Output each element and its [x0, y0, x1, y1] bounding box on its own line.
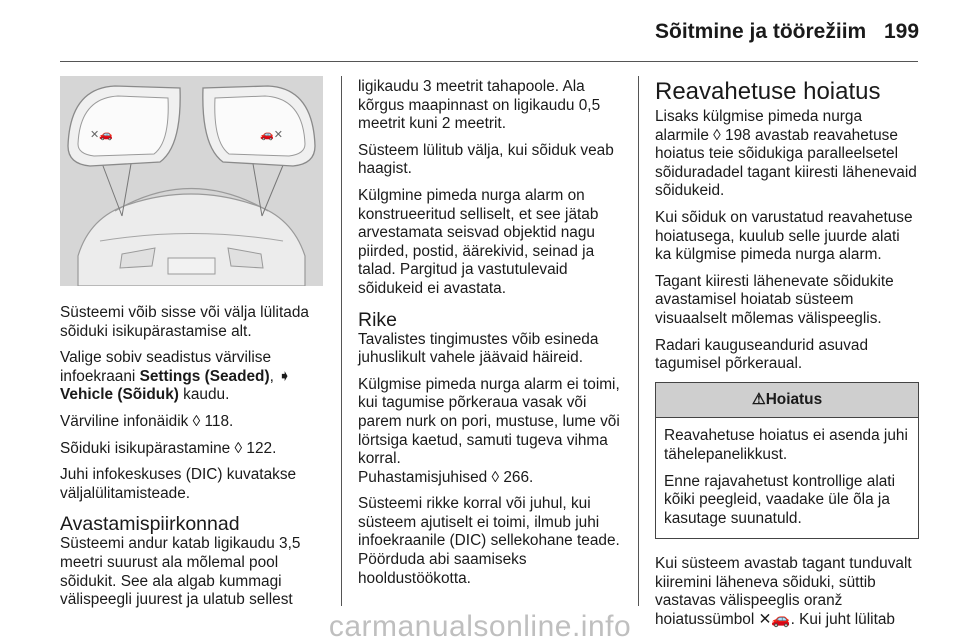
column-1 [60, 304, 330, 618]
text-span: . Kui juht lülitab [790, 611, 895, 629]
vehicle-label: Vehicle (Sõiduk) [60, 386, 179, 404]
car-mirrors-image [60, 76, 323, 286]
paragraph: Juhi infokeskuses (DIC) kuvatakse väljalülitamisteade. [60, 466, 297, 502]
cross-reference: Puhastamisjuhised ◊ 266. [358, 468, 534, 486]
paragraph: Süsteem lülitub välja, kui sõiduk veab haagist. [358, 141, 614, 178]
header-rule [60, 61, 918, 62]
arrow-icon: , ➧ [269, 367, 292, 385]
page-number: 199 [884, 20, 920, 43]
paragraph: Süsteemi võib sisse või välja lülitada sõiduki isikupärastamise alt. [60, 304, 309, 340]
text-span: Kui süsteem avastab tagant tunduvalt kiiremini läheneva sõiduki, süttib vastavas välispeeglis oranž hoiatussümbol [655, 555, 912, 629]
paragraph: Süsteemi rikke korral või juhul, kui süsteem ajutiselt ei toimi, ilmub juhi infoekraanile (DIC) sellekohane teade. Pöörduda abi saamiseks hooldustöökotta. [358, 495, 620, 587]
settings-label: Settings (Seaded) [139, 367, 270, 385]
paragraph: Kui sõiduk on varustatud reavahetuse hoiatusega, kuulub selle juurde alati ka külgmise pimeda nurga alarm. [655, 208, 913, 264]
warning-body [656, 418, 918, 538]
warning-text: Enne rajavahetust kontrollige alati kõiki peegleid, vaadake üle õla ja kasutage suunatuld. [664, 472, 896, 527]
warning-text: Reavahetuse hoiatus ei asenda juhi tähelepanelikkust. [664, 427, 908, 463]
paragraph: Külgmise pimeda nurga alarm ei toimi, kui tagumise põrkeraua vasak või parem nurk on pori, mustuse, lume või lörtsiga kaetud, samuti tugeva vihma korral. [358, 375, 620, 468]
column-divider [638, 76, 639, 606]
warning-box [655, 382, 919, 540]
paragraph: Radari kauguseandurid asuvad tagumisel põrkeraual. [655, 336, 869, 373]
heading-fault: Rike [358, 308, 398, 331]
cross-reference: Sõiduki isikupärastamine ◊ 122. [60, 439, 277, 457]
heading-detection-zones: Avastamispiirkonnad [60, 513, 240, 536]
svg-text:✕🚗: ✕🚗 [90, 128, 113, 141]
paragraph: Lisaks külgmise pimeda nurga alarmile ◊ 198 avastab reavahetuse hoiatus teie sõidukiga paralleelsetel sõiduradadel tagant kiiresti lähenevaid sõidukeid. [655, 108, 917, 200]
text-span: Valige sobiv seadistus värvilise infoekraani [60, 349, 272, 385]
cross-reference: Värviline infonäidik ◊ 118. [60, 412, 234, 430]
warning-triangle-icon: ⚠ [751, 390, 766, 408]
svg-text:🚗✕: 🚗✕ [260, 128, 283, 141]
paragraph: Külgmine pimeda nurga alarm on konstrueeritud selliselt, et see jätab arvestamata seisvad objektid nagu piirded, postid, äärekivid, seinad ja talad. Pargitud ja vastutulevaid sõidukeid ei avastata. [358, 186, 599, 297]
heading-lane-change-alert: Reavahetuse hoiatus [655, 78, 881, 105]
watermark: carmanualsonline.info [328, 610, 632, 643]
blind-spot-symbol-icon: ✕🚗 [758, 611, 791, 629]
paragraph: Tagant kiiresti lähenevate sõidukite avastamisel hoiatab süsteem visuaalselt mõlemas välispeeglis. [655, 272, 894, 327]
warning-header [656, 383, 918, 419]
paragraph: ligikaudu 3 meetrit tahapoole. Ala kõrgus maapinnast on ligikaudu 0,5 meetrit kuni 2 meetrit. [358, 78, 601, 133]
text-span: kaudu. [178, 386, 230, 404]
paragraph: Süsteemi andur katab ligikaudu 3,5 meetri suurust ala mõlemal pool sõidukit. See ala algab kummagi välispeegli juurest ja ulatub sellest [60, 535, 301, 609]
mirror-illustration [60, 76, 323, 286]
paragraph [60, 349, 330, 405]
section-title: Sõitmine ja töörežiim [655, 20, 867, 43]
column-3 [655, 78, 919, 638]
warning-title: Hoiatus [765, 390, 823, 408]
column-divider [341, 76, 342, 606]
paragraph: Tavalistes tingimustes võib esineda juhuslikult vahele jäävaid häireid. [358, 330, 599, 367]
column-2 [358, 78, 628, 596]
